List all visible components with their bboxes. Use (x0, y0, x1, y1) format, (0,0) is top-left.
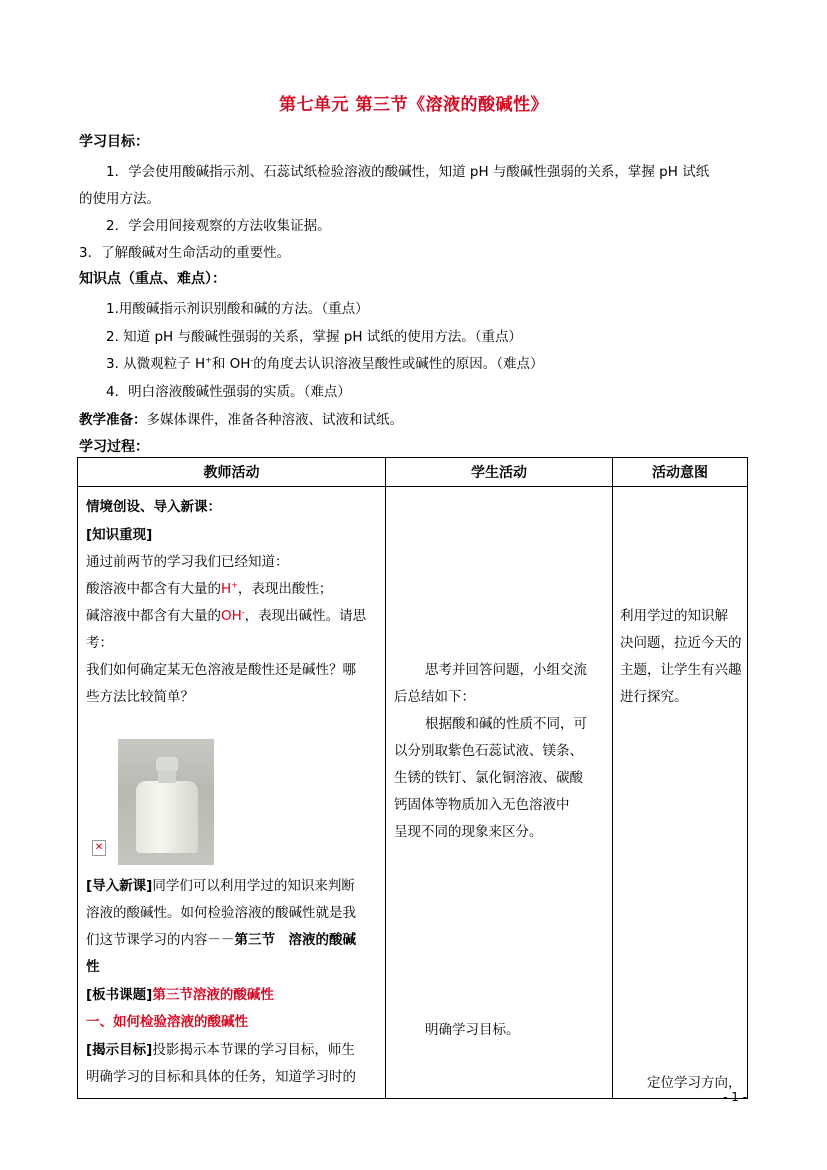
objectives-heading: 学习目标： (79, 134, 149, 150)
knowledge-3: 3. 从微观粒子 H+和 OH-的角度去认识溶液呈酸性或碱性的原因。（难点） (106, 355, 544, 372)
teacher-line: [揭示目标]投影揭示本节课的学习目标，师生 (86, 1042, 355, 1058)
teacher-line: 一、如何检验溶液的酸碱性 (86, 1014, 248, 1030)
teacher-line: 情境创设、导入新课： (86, 499, 221, 515)
header-student: 学生活动 (386, 458, 613, 487)
student-line: 以分别取紫色石蕊试液、镁条、 (394, 743, 583, 759)
process-heading: 学习过程： (79, 439, 149, 455)
intent-line: 进行探究。 (620, 689, 688, 705)
student-line: 呈现不同的现象来区分。 (394, 824, 543, 840)
knowledge-4: 4．明白溶液酸碱性强弱的实质。（难点） (106, 384, 351, 400)
table-header-row (78, 458, 748, 487)
intent-line: 主题，让学生有兴趣 (620, 662, 742, 678)
knowledge-1: 1.用酸碱指示剂识别酸和碱的方法。（重点） (106, 301, 369, 317)
intent-line: 定位学习方向， (647, 1075, 742, 1091)
teacher-line: [板书课题]第三节溶液的酸碱性 (86, 987, 274, 1003)
teacher-line: 碱溶液中都含有大量的OH-，表现出碱性。请思 (86, 607, 367, 624)
student-line: 明确学习目标。 (425, 1022, 520, 1038)
student-line: 根据酸和碱的性质不同，可 (425, 716, 587, 732)
student-line: 后总结如下： (394, 689, 475, 705)
teacher-line: 我们如何确定某无色溶液是酸性还是碱性？哪 (86, 662, 356, 678)
student-line: 钙固体等物质加入无色溶液中 (394, 797, 570, 813)
teacher-line: 酸溶液中都含有大量的H+，表现出酸性； (86, 580, 333, 597)
lesson-table (77, 457, 748, 1099)
teacher-line: 明确学习的目标和具体的任务，知道学习时的 (86, 1069, 356, 1085)
header-teacher: 教师活动 (78, 458, 386, 487)
teacher-line: 通过前两节的学习我们已经知道： (86, 554, 289, 570)
page-number: - 1 - (723, 1090, 747, 1104)
table-row (78, 487, 748, 1099)
header-intent: 活动意图 (613, 458, 748, 487)
teacher-line: 溶液的酸碱性。如何检验溶液的酸碱性就是我 (86, 905, 356, 921)
student-line: 生锈的铁钉、氯化铜溶液、碳酸 (394, 770, 583, 786)
teacher-line: 些方法比较简单？ (86, 689, 194, 705)
reagent-bottle-photo (118, 739, 214, 865)
teacher-line: [导入新课]同学们可以利用学过的知识来判断 (86, 878, 355, 894)
teacher-line: 们这节课学习的内容－－第三节 溶液的酸碱 (86, 932, 356, 948)
teacher-line: [知识重现] (86, 527, 153, 543)
broken-image-icon: ✕ (92, 840, 106, 856)
intent-cell (613, 487, 748, 1099)
objective-1-line2: 的使用方法。 (79, 191, 160, 207)
teaching-prep: 教学准备：多媒体课件，准备各种溶液、试液和试纸。 (79, 412, 403, 428)
teacher-activity-cell (78, 487, 386, 1099)
student-line: 思考并回答问题，小组交流 (425, 662, 587, 678)
objective-3: 3．了解酸碱对生命活动的重要性。 (79, 245, 291, 261)
student-activity-cell (386, 487, 613, 1099)
teacher-line: 考： (86, 635, 113, 651)
document-title: 第七单元 第三节《溶液的酸碱性》 (279, 95, 548, 115)
intent-line: 利用学过的知识解 (620, 608, 728, 624)
objective-1-line1: 1．学会使用酸碱指示剂、石蕊试纸检验溶液的酸碱性，知道 pH 与酸碱性强弱的关系，掌握 pH 试纸 (106, 164, 710, 180)
knowledge-heading: 知识点（重点、难点）： (79, 271, 226, 287)
intent-line: 决问题，拉近今天的 (620, 635, 742, 651)
knowledge-2: 2. 知道 pH 与酸碱性强弱的关系，掌握 pH 试纸的使用方法。（重点） (106, 329, 523, 345)
objective-2: 2．学会用间接观察的方法收集证据。 (106, 218, 331, 234)
teacher-line: 性 (86, 959, 100, 975)
